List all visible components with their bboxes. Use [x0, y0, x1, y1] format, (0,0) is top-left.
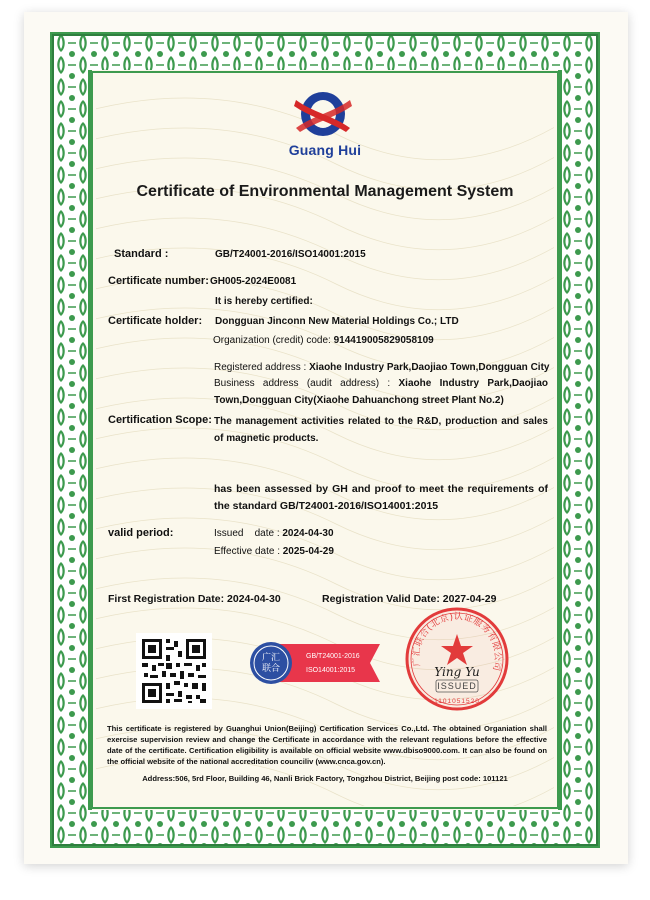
certified-text: It is hereby certified: [215, 296, 313, 307]
footer-address: Address:506, 5rd Floor, Building 46, Nanli Brick Factory, Tongzhou District, Beijing post code: 101121 [142, 774, 508, 783]
guanghui-logo-icon [290, 88, 356, 140]
certification-scope-value: The management activities related to the R&D, production and sales of magnetic products. [214, 416, 548, 444]
standard-value: GB/T24001-2016/ISO14001:2015 [215, 249, 366, 260]
certificate-holder-value: Dongguan Jinconn New Material Holdings Co.; LTD [215, 316, 459, 327]
badge-chinese-top: 广汇 [261, 653, 281, 663]
company-seal-stamp [402, 604, 512, 714]
seal-number: 1101051520 [434, 698, 480, 705]
registered-address [214, 362, 549, 373]
business-address [214, 375, 548, 409]
business-address-prefix: Business address (audit address) : [214, 378, 399, 389]
organization-code-value: 914419005829058109 [333, 335, 434, 346]
issued-date [214, 528, 334, 539]
footer-disclaimer: This certificate is registered by Guanghui Union(Beijing) Certification Services Co.,Ltd. The obtained Organiation shall exercise supervision review and change the Certificate in accordance with the relevant regulations before the effective date of the certificate. Certification eligibility is available on official website www.dbiso9000.com. It can also be found on the official website of the national accreditation counciliv (www.cnca.gov.cn). [107, 724, 547, 766]
certificate-number-label: Certificate number: [108, 275, 209, 287]
certificate-number-value: GH005-2024E0081 [210, 276, 297, 287]
accreditation-badge [248, 640, 384, 686]
registered-address-value: Xiaohe Industry Park,Daojiao Town,Dongguan City [309, 362, 550, 373]
badge-standard-line1: GB/T24001-2016 [306, 653, 360, 660]
organization-code [213, 335, 434, 346]
brand-name: Guang Hui [288, 142, 362, 158]
badge-chinese-bottom: 联合 [261, 664, 281, 674]
assessment-statement: has been assessed by GH and proof to meet the requirements of the standard GB/T24001-2016/ISO14001:2015 [214, 483, 548, 512]
effective-date [214, 546, 334, 557]
first-registration-date: First Registration Date: 2024-04-30 [108, 593, 281, 605]
valid-period-label: valid period: [108, 527, 174, 539]
effective-date-prefix: Effective date : [214, 546, 283, 557]
certificate-holder-label: Certificate holder: [108, 315, 203, 327]
badge-standard-line2: ISO14001:2015 [306, 667, 356, 674]
standard-label: Standard : [114, 248, 169, 260]
certification-scope-label: Certification Scope: [108, 414, 212, 426]
registered-address-prefix: Registered address : [214, 362, 310, 373]
seal-signature: Ying Yu [434, 665, 480, 679]
qr-code-icon [136, 633, 212, 709]
issued-date-prefix: Issued date : [214, 528, 283, 539]
seal-issued-stamp: ISSUED [437, 681, 477, 691]
issued-date-value: 2024-04-30 [282, 528, 334, 539]
business-address-value: Xiaohe Industry Park,Daojiao Town,Dongguan City(Xiaohe Dahuanchong street Plant No.2) [214, 378, 548, 406]
effective-date-value: 2025-04-29 [282, 546, 334, 557]
registration-valid-date: Registration Valid Date: 2027-04-29 [322, 593, 497, 605]
certificate-title: Certificate of Environmental Management System [136, 183, 514, 200]
organization-code-prefix: Organization (credit) code: [213, 335, 334, 346]
seal-arc-text: 广汇联合(北京)认证服务有限公司 [411, 612, 503, 673]
